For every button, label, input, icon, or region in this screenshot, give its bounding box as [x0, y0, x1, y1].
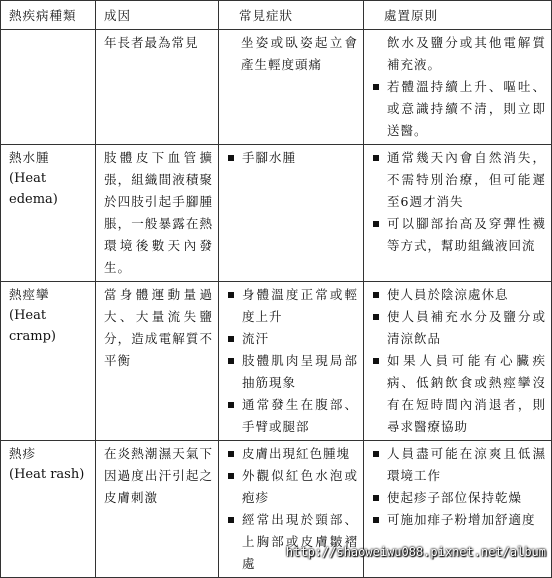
symptom-item: 通常發生在腹部、手臂或腿部 [227, 394, 358, 438]
symptoms-cell [219, 30, 364, 145]
treatment-item: 如果人員可能有心臟疾病、低鈉飲食或熱痙攣沒有在短時間內消退者，則尋求醫療協助 [372, 350, 546, 438]
symptom-item: 皮膚出現紅色腫塊 [227, 443, 358, 465]
illness-name-en: (Heat rash) [9, 467, 85, 482]
header-treatment: 處置原則 [364, 1, 552, 30]
symptom-item: 手腳水腫 [227, 147, 358, 169]
symptom-item: 外觀似紅色水泡或疱疹 [227, 465, 358, 509]
treatment-cell [364, 30, 552, 145]
treatment-item: 若體溫持續上升、嘔吐、或意識持續不清，則立即送醫。 [372, 76, 546, 142]
cause-cell: 肢體皮下血管擴張，組織間液積聚於四肢引起手腳腫脹，一般暴露在熱環境後數天內發生。 [96, 145, 219, 282]
symptom-item: 肢體肌肉呈現局部抽筋現象 [227, 350, 358, 394]
symptom-item: 身體溫度正常或輕度上升 [227, 284, 358, 328]
illness-name-en: (Heat edema) [9, 171, 58, 207]
header-symptoms: 常見症狀 [219, 1, 364, 30]
header-cause: 成因 [96, 1, 219, 30]
illness-name-zh: 熱疹 [9, 446, 37, 461]
illness-name-en: (Heat cramp) [9, 308, 56, 344]
symptoms-cell [219, 145, 364, 282]
cause-cell: 在炎熱潮濕天氣下因過度出汗引起之皮膚刺激 [96, 441, 219, 578]
symptom-item: 流汗 [227, 328, 358, 350]
treatment-item: 可以腳部抬高及穿彈性襪等方式，幫助組織液回流 [372, 213, 546, 257]
treatment-item: 使起疹子部位保持乾燥 [372, 487, 546, 509]
symptoms-cell [219, 282, 364, 441]
cause-cell: 年長者最為常見 [96, 30, 219, 145]
table-row [1, 282, 552, 441]
symptom-item: 經常出現於頸部、上胸部或皮膚皺褶處 [227, 509, 358, 575]
treatment-item: 使人員補充水分及鹽分或清涼飲品 [372, 306, 546, 350]
treatment-item: 可施加痱子粉增加舒適度 [372, 509, 546, 531]
treatment-item: 使人員於陰涼處休息 [372, 284, 546, 306]
treatment-cell [364, 145, 552, 282]
symptom-text: 坐姿或臥姿起立會產生輕度頭痛 [241, 35, 358, 72]
illness-name-zh: 熱水腫 [9, 150, 50, 165]
illness-name-cell [1, 30, 96, 145]
treatment-cell [364, 282, 552, 441]
table-row [1, 30, 552, 145]
illness-name-zh: 熱痙攣 [9, 287, 50, 302]
illness-name-cell [1, 282, 96, 441]
table-header-row [1, 1, 552, 30]
watermark-url: http://shaoweiwu088.pixnet.net/album [285, 545, 546, 559]
table-row [1, 145, 552, 282]
treatment-item: 人員盡可能在涼爽且低濕環境工作 [372, 443, 546, 487]
header-type: 熱疾病種類 [1, 1, 96, 30]
cause-cell: 當身體運動量過大、大量流失鹽分，造成電解質不平衡 [96, 282, 219, 441]
illness-name-cell [1, 145, 96, 282]
treatment-item: 通常幾天內會自然消失，不需特別治療，但可能遲至6週才消失 [372, 147, 546, 213]
treatment-text: 飲水及鹽分或其他電解質補充液。 [387, 35, 546, 72]
illness-name-cell [1, 441, 96, 578]
